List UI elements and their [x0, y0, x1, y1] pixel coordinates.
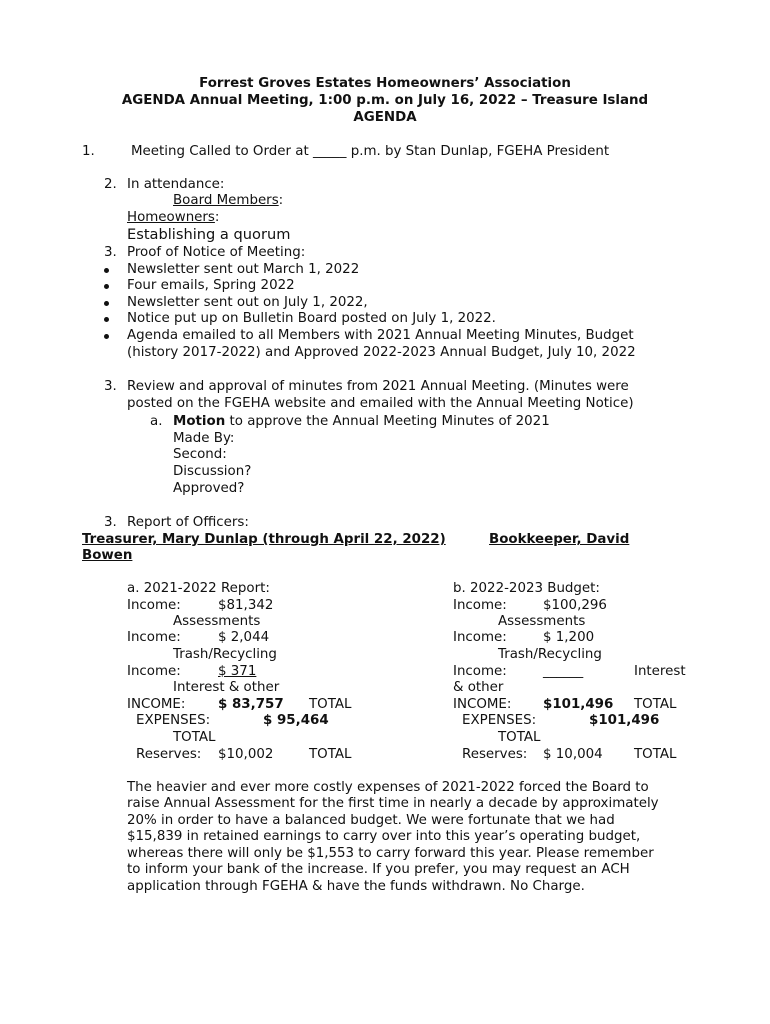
report-b-total-word: TOTAL — [634, 697, 677, 712]
item3-officers-number: 3. — [104, 515, 117, 530]
report-a-expenses-value: $ 95,464 — [263, 713, 329, 728]
report-b-trash-label: Trash/Recycling — [498, 647, 602, 662]
board-members-label: Board Members — [173, 193, 279, 208]
closing-paragraph-line: 20% in order to have a balanced budget. We were fortunate that we had — [127, 813, 615, 828]
closing-paragraph-line: application through FGEHA & have the funds withdrawn. No Charge. — [127, 879, 585, 894]
report-a-total-income-label: INCOME: — [127, 697, 186, 712]
report-a-trash-label: Trash/Recycling — [173, 647, 277, 662]
motion-line — [173, 413, 550, 430]
report-a-interest-label: Interest & other — [173, 680, 280, 695]
bullet-dot — [104, 268, 109, 273]
bookkeeper-heading: Bookkeeper, David — [489, 532, 630, 547]
report-b-assessments-label: Assessments — [498, 614, 586, 629]
item2-text: In attendance: — [127, 177, 225, 192]
report-b-income-label: Income: — [453, 664, 507, 679]
report-b-expenses-label: EXPENSES: — [462, 713, 537, 728]
motion-text: to approve the Annual Meeting Minutes of 2021 — [225, 414, 550, 429]
report-b-total-income-value: $101,496 — [543, 697, 614, 712]
report-a-total-income-value: $ 83,757 — [218, 697, 284, 712]
report-a-reserves-total-word: TOTAL — [309, 747, 352, 762]
bullet-dot — [104, 317, 109, 322]
report-b-expenses-total-word: TOTAL — [498, 730, 541, 745]
report-b-interest-value: ______ — [543, 664, 584, 679]
item3-officers-text: Report of Officers: — [127, 515, 249, 530]
discussion-label: Discussion? — [173, 464, 252, 479]
report-b-interest-word: Interest — [634, 664, 686, 679]
doc-title: Forrest Groves Estates Homeowners’ Association — [199, 76, 571, 91]
bullet-dot — [104, 301, 109, 306]
motion-letter: a. — [150, 414, 163, 429]
approved-label: Approved? — [173, 481, 245, 496]
second-label: Second: — [173, 447, 227, 462]
treasurer-heading: Treasurer, Mary Dunlap (through April 22, 2022) — [82, 532, 446, 547]
report-a-income-label: Income: — [127, 598, 181, 613]
report-b-trash-value: $ 1,200 — [543, 630, 595, 645]
report-a-trash-value: $ 2,044 — [218, 630, 270, 645]
notice-bullet: Newsletter sent out March 1, 2022 — [127, 262, 360, 277]
item3-minutes-number: 3. — [104, 379, 117, 394]
notice-bullet: Four emails, Spring 2022 — [127, 278, 295, 293]
report-b-income-label: Income: — [453, 598, 507, 613]
report-b-title: b. 2022-2023 Budget: — [453, 581, 600, 596]
report-a-expenses-label: EXPENSES: — [136, 713, 211, 728]
report-a-assessments-value: $81,342 — [218, 598, 274, 613]
closing-paragraph-line: whereas there will only be $1,553 to carry forward this year. Please remember — [127, 846, 654, 861]
item3-minutes-text: Review and approval of minutes from 2021 Annual Meeting. (Minutes were — [127, 379, 629, 394]
homeowners-label: Homeowners — [127, 210, 215, 225]
report-a-income-label: Income: — [127, 630, 181, 645]
item1-number: 1. — [82, 144, 95, 159]
report-b-assessments-value: $100,296 — [543, 598, 607, 613]
report-b-interest-label: & other — [453, 680, 504, 695]
closing-paragraph-line: to inform your bank of the increase. If you prefer, you may request an ACH — [127, 862, 630, 877]
report-a-expenses-total-word: TOTAL — [173, 730, 216, 745]
report-b-reserves-label: Reserves: — [462, 747, 528, 762]
item1-text: Meeting Called to Order at _____ p.m. by Stan Dunlap, FGEHA President — [131, 144, 610, 159]
made-by-label: Made By: — [173, 431, 235, 446]
report-a-interest-value: $ 371 — [218, 664, 257, 679]
notice-bullet: Newsletter sent out on July 1, 2022, — [127, 295, 368, 310]
bookkeeper-name: Bowen — [82, 548, 133, 563]
report-b-reserves-value: $ 10,004 — [543, 747, 603, 762]
closing-paragraph-line: $15,839 in retained earnings to carry over into this year’s operating budget, — [127, 829, 641, 844]
notice-bullet: Agenda emailed to all Members with 2021 Annual Meeting Minutes, Budget — [127, 328, 634, 343]
report-a-reserves-label: Reserves: — [136, 747, 202, 762]
homeowners-colon: : — [214, 210, 220, 225]
notice-bullet: Notice put up on Bulletin Board posted on July 1, 2022. — [127, 311, 496, 326]
closing-paragraph-line: The heavier and ever more costly expenses of 2021-2022 forced the Board to — [127, 780, 649, 795]
report-b-expenses-value: $101,496 — [589, 713, 660, 728]
closing-paragraph-line: raise Annual Assessment for the first time in nearly a decade by approximately — [127, 796, 659, 811]
report-b-total-income-label: INCOME: — [453, 697, 512, 712]
quorum-text: Establishing a quorum — [127, 226, 291, 243]
notice-bullet-continued: (history 2017-2022) and Approved 2022-2023 Annual Budget, July 10, 2022 — [127, 345, 636, 360]
item3-notice-text: Proof of Notice of Meeting: — [127, 245, 306, 260]
item3-notice-number: 3. — [104, 245, 117, 260]
report-a-assessments-label: Assessments — [173, 614, 261, 629]
report-a-reserves-value: $10,002 — [218, 747, 274, 762]
report-b-reserves-total-word: TOTAL — [634, 747, 677, 762]
report-a-income-label: Income: — [127, 664, 181, 679]
board-members-line — [173, 192, 283, 209]
bullet-dot — [104, 334, 109, 339]
report-a-total-word: TOTAL — [309, 697, 352, 712]
report-b-income-label: Income: — [453, 630, 507, 645]
item3-minutes-text-continued: posted on the FGEHA website and emailed with the Annual Meeting Notice) — [127, 396, 634, 411]
board-members-colon: : — [278, 193, 284, 208]
homeowners-line — [127, 209, 219, 226]
report-a-title: a. 2021-2022 Report: — [127, 581, 270, 596]
doc-agenda-label: AGENDA — [353, 110, 417, 125]
motion-label: Motion — [173, 414, 226, 429]
item2-number: 2. — [104, 177, 117, 192]
bullet-dot — [104, 284, 109, 289]
doc-subtitle: AGENDA Annual Meeting, 1:00 p.m. on July 16, 2022 – Treasure Island — [121, 93, 649, 108]
